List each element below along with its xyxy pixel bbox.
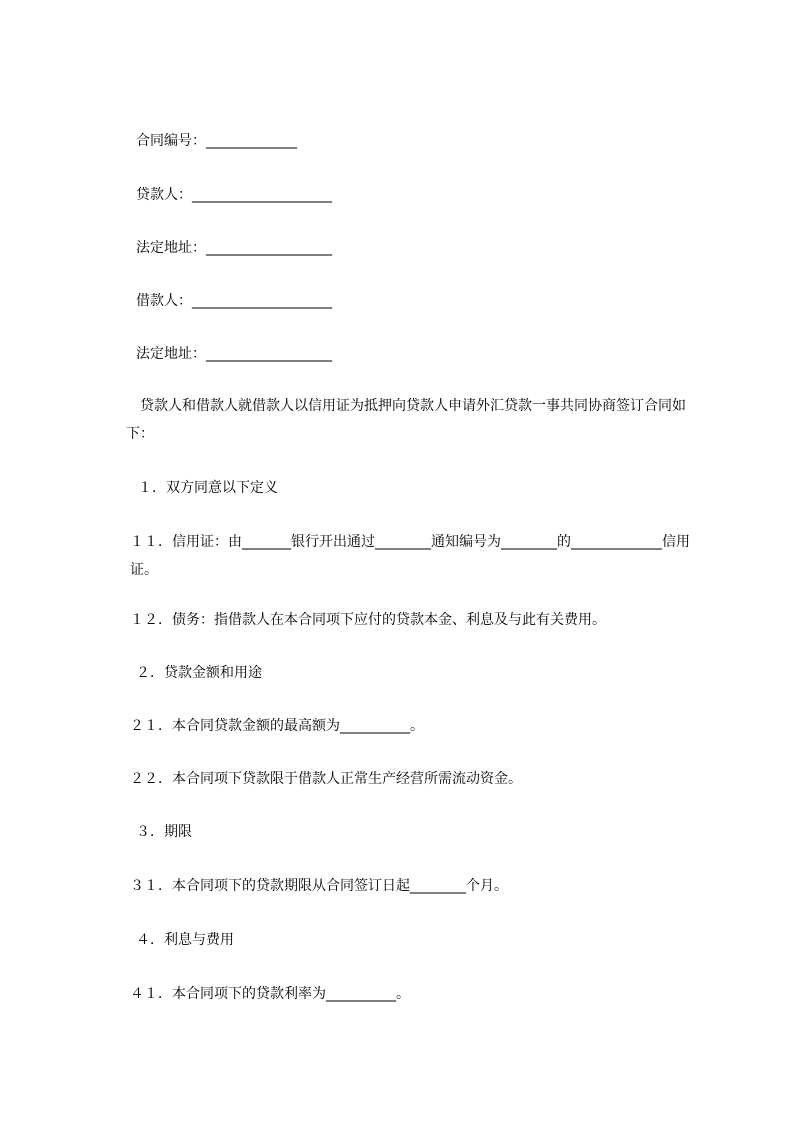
section-2-title: ２．贷款金额和用途 — [136, 665, 262, 681]
section-4-title: ４．利息与费用 — [136, 932, 234, 948]
section-3-title: ３．期限 — [136, 824, 192, 840]
intro-paragraph — [126, 392, 710, 448]
lender-address-field: 法定地址：__________________ — [136, 240, 332, 256]
contract-number-field: 合同编号：_____________ — [136, 133, 297, 149]
section-1-2: １２．债务：指借款人在本合同项下应付的贷款本金、利息及与此有关费用。 — [130, 612, 606, 628]
borrower-field: 借款人：____________________ — [136, 293, 332, 309]
section-3-1: ３１．本合同项下的贷款期限从合同签订日起________个月。 — [130, 878, 508, 894]
section-1-1-text: １１．信用证：由_______银行开出通过________通知编号为________的_____________信用证。 — [130, 534, 690, 578]
intro-text: 贷款人和借款人就借款人以信用证为抵押向贷款人申请外汇贷款一事共同协商签订合同如下： — [126, 398, 686, 442]
lender-field: 贷款人：____________________ — [136, 187, 332, 203]
section-2-1: ２１．本合同贷款金额的最高额为__________。 — [130, 718, 424, 734]
section-2-2: ２２．本合同项下贷款限于借款人正常生产经营所需流动资金。 — [130, 771, 522, 787]
section-1-title: １．双方同意以下定义 — [138, 480, 278, 496]
borrower-address-field: 法定地址：__________________ — [136, 346, 332, 362]
section-4-1: ４１．本合同项下的贷款利率为__________。 — [130, 986, 410, 1002]
section-1-1 — [130, 528, 708, 584]
